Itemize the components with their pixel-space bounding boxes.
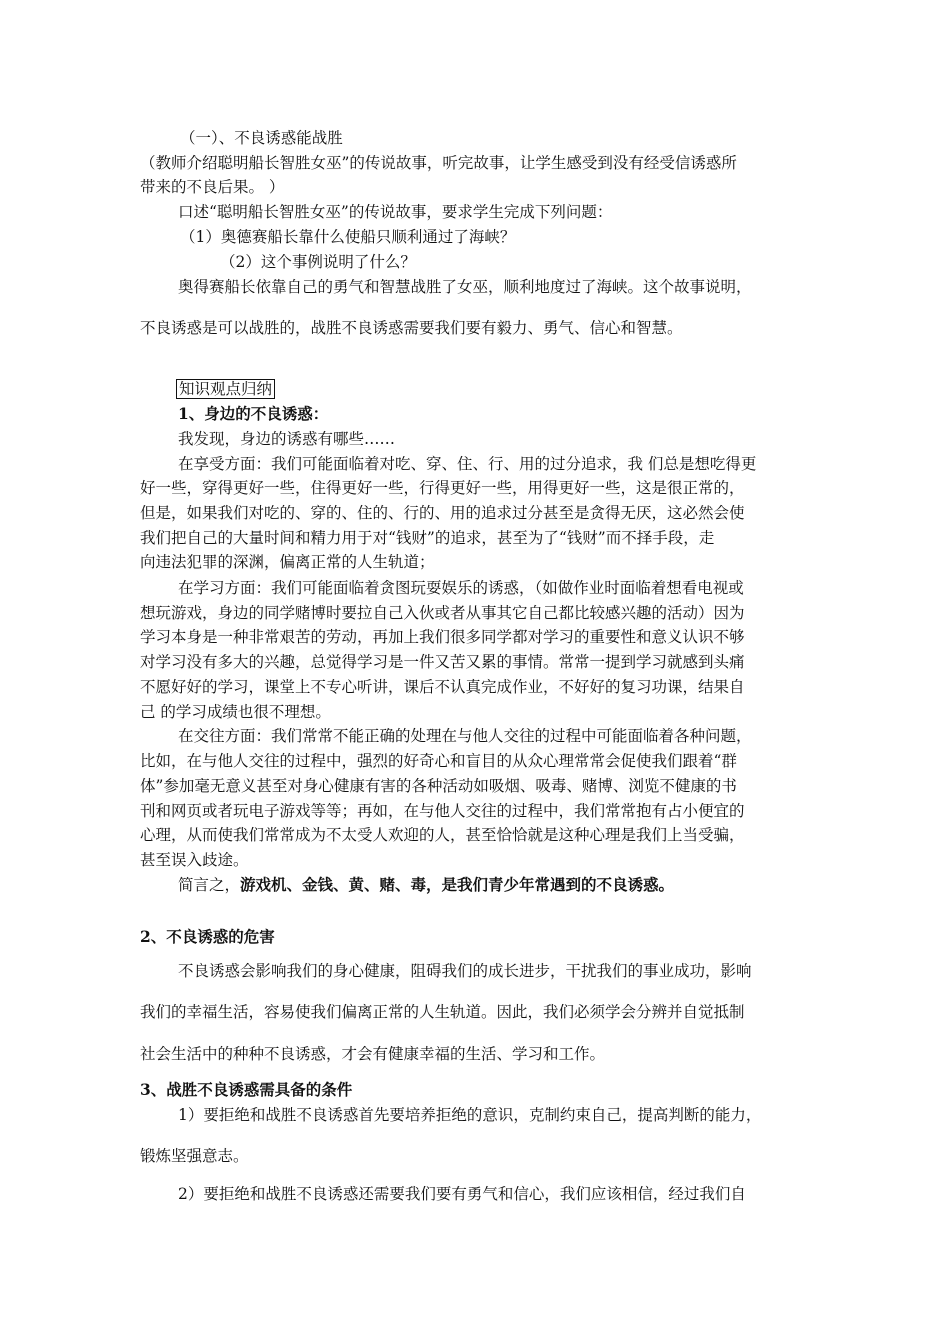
paragraph-line: （教师介绍聪明船长智胜女巫”的传说故事，听完故事，让学生感受到没有经受信诱惑所 bbox=[140, 154, 737, 172]
list-item: 2）要拒绝和战胜不良诱惑还需要我们要有勇气和信心，我们应该相信，经过我们自 bbox=[178, 1185, 746, 1203]
paragraph-line: 不愿好好的学习，课堂上不专心听讲，课后不认真完成作业，不好好的复习功课，结果自 bbox=[140, 678, 745, 696]
paragraph-line: 我发现，身边的诱惑有哪些…… bbox=[178, 430, 396, 448]
conclusion-emphasis: 游戏机、金钱、黄、赌、毒，是我们青少年常遇到的不良诱惑。 bbox=[240, 875, 675, 894]
list-item: 1）要拒绝和战胜不良诱惑首先要培养拒绝的意识，克制约束自己，提高判断的能力， bbox=[178, 1106, 762, 1124]
point-heading: 2、不良诱惑的危害 bbox=[140, 927, 275, 946]
paragraph-line: 我们把自己的大量时间和精力用于对“钱财”的追求，甚至为了“钱财”而不择手段，走 bbox=[140, 529, 715, 547]
paragraph-line: 对学习没有多大的兴趣，总觉得学习是一件又苦又累的事情。常常一提到学习就感到头痛 bbox=[140, 653, 745, 671]
paragraph-line: 我们的幸福生活，容易使我们偏离正常的人生轨道。因此，我们必须学会分辨并自觉抵制 bbox=[140, 1003, 745, 1021]
paragraph-line: 社会生活中的种种不良诱惑，才会有健康幸福的生活、学习和工作。 bbox=[140, 1045, 606, 1063]
conclusion-prefix: 简言之， bbox=[178, 876, 241, 894]
conclusion-line bbox=[178, 874, 674, 896]
question-item: （1）奥德赛船长靠什么使船只顺利通过了海峡？ bbox=[180, 228, 516, 246]
paragraph-line: 在交往方面：我们常常不能正确的处理在与他人交往的过程中可能面临着各种问题， bbox=[178, 727, 752, 745]
paragraph-line: 锻炼坚强意志。 bbox=[140, 1147, 249, 1165]
section-heading: （一）、不良诱惑能战胜 bbox=[180, 129, 343, 147]
paragraph-line: 学习本身是一种非常艰苦的劳动，再加上我们很多同学都对学习的重要性和意义认识不够 bbox=[140, 628, 745, 646]
paragraph-line: 不良诱惑会影响我们的身心健康，阻碍我们的成长进步，干扰我们的事业成功，影响 bbox=[178, 962, 752, 980]
paragraph-line: 口述“聪明船长智胜女巫”的传说故事，要求学生完成下列问题： bbox=[178, 203, 613, 221]
point-heading: 1、身边的不良诱惑： bbox=[178, 404, 329, 423]
paragraph-line: 但是，如果我们对吃的、穿的、住的、行的、用的追求过分甚至是贪得无厌，这必然会使 bbox=[140, 504, 745, 522]
point-heading: 3、战胜不良诱惑需具备的条件 bbox=[140, 1080, 353, 1099]
paragraph-line: 比如，在与他人交往的过程中，强烈的好奇心和盲目的从众心理常常会促使我们跟着“群 bbox=[140, 752, 737, 770]
paragraph-line: 体”参加毫无意义甚至对身心健康有害的各种活动如吸烟、吸毒、赌博、浏览不健康的书 bbox=[140, 777, 737, 795]
paragraph-line: 向违法犯罪的深渊，偏离正常的人生轨道； bbox=[140, 553, 435, 571]
paragraph-line: 在享受方面：我们可能面临着对吃、穿、住、行、用的过分追求，我 们总是想吃得更 bbox=[178, 455, 757, 473]
paragraph-line: 己 的学习成绩也很不理想。 bbox=[140, 703, 331, 721]
paragraph-line: 在学习方面：我们可能面临着贪图玩耍娱乐的诱惑，（如做作业时面临着想看电视或 bbox=[178, 579, 744, 597]
paragraph-line: 带来的不良后果。 ） bbox=[140, 178, 285, 196]
summary-box-label: 知识观点归纳 bbox=[176, 379, 275, 399]
paragraph-line: 想玩游戏，身边的同学赌博时要拉自己入伙或者从事其它自己都比较感兴趣的活动）因为 bbox=[140, 604, 745, 622]
paragraph-line: 奥得赛船长依靠自己的勇气和智慧战胜了女巫，顺利地度过了海峡。这个故事说明， bbox=[178, 278, 752, 296]
paragraph-line: 心理，从而使我们常常成为不太受人欢迎的人，甚至恰恰就是这种心理是我们上当受骗， bbox=[140, 826, 745, 844]
question-item: （2）这个事例说明了什么？ bbox=[220, 253, 416, 271]
paragraph-line: 甚至误入歧途。 bbox=[140, 851, 249, 869]
paragraph-line: 刊和网页或者玩电子游戏等等；再如，在与他人交往的过程中，我们常常抱有占小便宜的 bbox=[140, 802, 745, 820]
paragraph-line: 好一些，穿得更好一些，住得更好一些，行得更好一些，用得更好一些，这是很正常的， bbox=[140, 479, 745, 497]
paragraph-line: 不良诱惑是可以战胜的，战胜不良诱惑需要我们要有毅力、勇气、信心和智慧。 bbox=[140, 319, 683, 337]
